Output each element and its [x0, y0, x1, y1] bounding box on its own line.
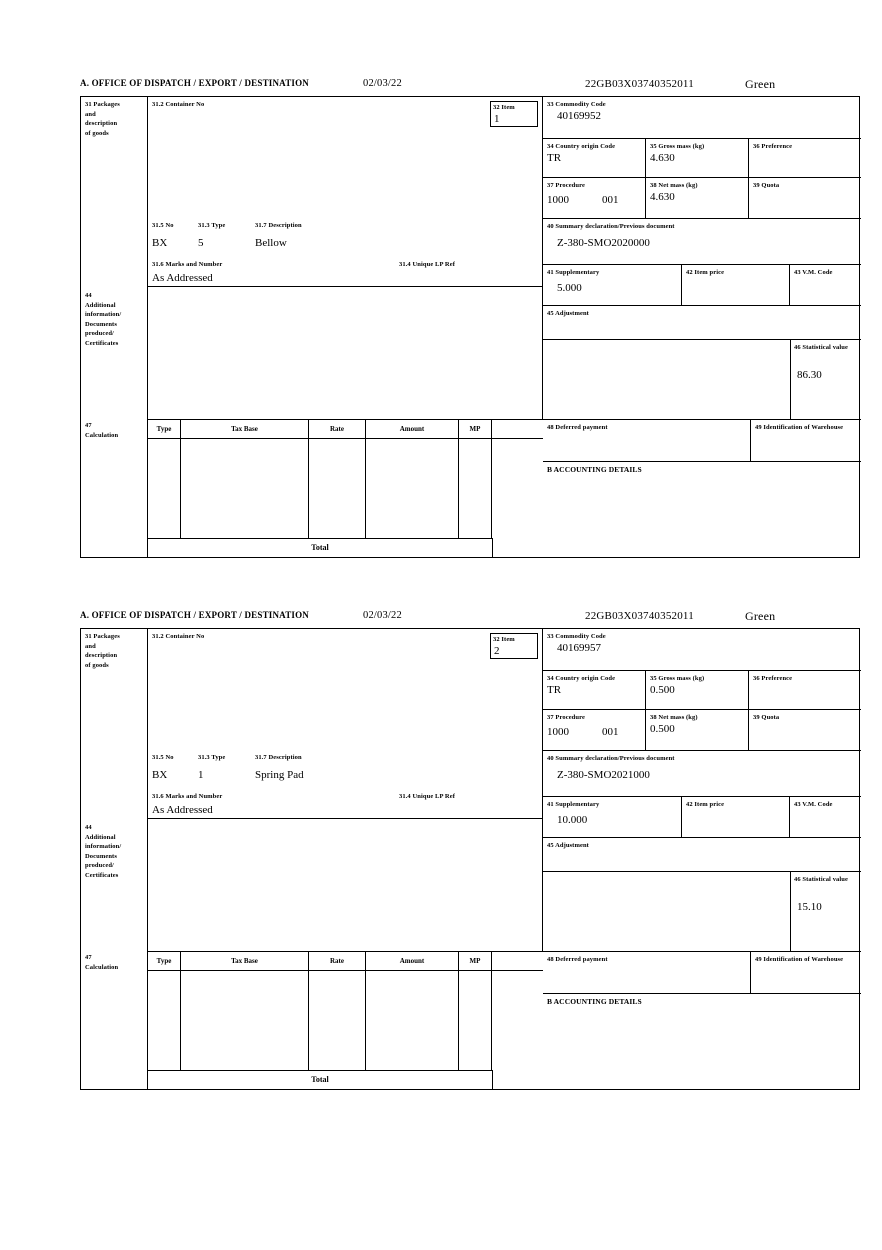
movement-reference-number: 22GB03X03740352011 — [585, 78, 694, 90]
box-40-previous-document: 40 Summary declaration/Previous document Z-380-SMO2020000 — [543, 219, 861, 265]
box-31-label: 31 Packages and description of goods — [85, 633, 120, 669]
box-48-deferred-payment: 48 Deferred payment — [543, 952, 751, 994]
declaration-date: 02/03/22 — [363, 610, 402, 621]
box-35-gross-mass: 35 Gross mass (kg) 0.500 — [646, 671, 749, 710]
country-origin-value: TR — [547, 151, 562, 164]
container-no-label: 31.2 Container No — [152, 633, 205, 640]
marks-and-number-label: 31.6 Marks and Number — [152, 793, 223, 800]
pkg-no-label: 31.5 No — [152, 222, 174, 229]
calc-col-rate: Rate — [309, 952, 366, 970]
procedure-value-a: 1000 — [547, 194, 569, 206]
calc-cell-mp — [459, 438, 492, 538]
box-47-calculation-grid — [148, 952, 543, 1090]
calc-cell-taxbase — [181, 438, 309, 538]
calculation-body — [148, 970, 543, 1070]
item-label: 32 Item — [493, 104, 515, 111]
box-33-commodity-code: 33 Commodity Code 40169957 — [543, 629, 861, 671]
box-42-item-price: 42 Item price — [682, 797, 790, 838]
calc-cell-amount — [366, 970, 459, 1070]
box-B-accounting-details: B ACCOUNTING DETAILS — [547, 465, 642, 474]
calc-cell-rate — [309, 438, 366, 538]
box-46-zone — [543, 340, 861, 420]
pkg-no-label: 31.5 No — [152, 754, 174, 761]
calc-col-mp: MP — [459, 420, 492, 438]
box-39-quota: 39 Quota — [749, 710, 861, 751]
office-of-dispatch-label: A. OFFICE OF DISPATCH / EXPORT / DESTINATION — [80, 78, 310, 88]
pkg-type-value: 1 — [198, 769, 204, 781]
net-mass-value: 4.630 — [650, 190, 675, 203]
box-45-adjustment: 45 Adjustment — [543, 838, 861, 872]
box-32-item — [490, 101, 538, 127]
procedure-value-a: 1000 — [547, 726, 569, 738]
box-47-label: 47 Calculation — [85, 422, 119, 439]
pkg-description-value: Bellow — [255, 237, 287, 249]
marks-and-number-label: 31.6 Marks and Number — [152, 261, 223, 268]
box-40-previous-document: 40 Summary declaration/Previous document Z-380-SMO2021000 — [543, 751, 861, 797]
box-46-statistical-value: 46 Statistical value 86.30 — [790, 340, 861, 420]
box-37-procedure: 37 Procedure 1000 001 — [543, 710, 646, 751]
pkg-type-label: 31.3 Type — [198, 222, 226, 229]
commodity-code-value: 40169957 — [557, 641, 601, 654]
box-34-country-origin: 34 Country origin Code TR — [543, 671, 646, 710]
pkg-type-label: 31.3 Type — [198, 754, 226, 761]
form-header — [80, 610, 862, 628]
box-45-adjustment: 45 Adjustment — [543, 306, 861, 340]
pkg-description-value: Spring Pad — [255, 769, 304, 781]
box-43-vm-code: 43 V.M. Code — [790, 265, 861, 306]
box-B-accounting-details: B ACCOUNTING DETAILS — [547, 997, 642, 1006]
box-34-country-origin: 34 Country origin Code TR — [543, 139, 646, 178]
box-37-procedure: 37 Procedure 1000 001 — [543, 178, 646, 219]
declaration-box — [80, 96, 860, 558]
route-lane: Green — [745, 77, 776, 91]
calc-col-amount: Amount — [366, 952, 459, 970]
statistical-value: 86.30 — [797, 368, 822, 381]
gross-mass-value: 0.500 — [650, 683, 675, 696]
net-mass-value: 0.500 — [650, 722, 675, 735]
movement-reference-number: 22GB03X03740352011 — [585, 610, 694, 622]
declaration-date: 02/03/22 — [363, 78, 402, 89]
pkg-no-value: BX — [152, 237, 168, 249]
procedure-value-b: 001 — [602, 726, 619, 738]
box-42-item-price: 42 Item price — [682, 265, 790, 306]
item-number-value: 1 — [494, 112, 500, 125]
calculation-total-row: Total — [148, 1070, 493, 1090]
marks-line — [152, 253, 537, 285]
calc-cell-amount — [366, 438, 459, 538]
calculation-header-row — [148, 952, 543, 971]
marks-and-number-value: As Addressed — [152, 804, 213, 816]
box-39-quota: 39 Quota — [749, 178, 861, 219]
supplementary-value: 5.000 — [557, 281, 582, 294]
calc-col-type: Type — [148, 952, 181, 970]
container-no-label: 31.2 Container No — [152, 101, 205, 108]
calc-cell-taxbase — [181, 970, 309, 1070]
pkg-no-value: BX — [152, 769, 168, 781]
box-32-item — [490, 633, 538, 659]
statistical-value: 15.10 — [797, 900, 822, 913]
marks-line — [152, 785, 537, 817]
calc-col-taxbase: Tax Base — [181, 952, 309, 970]
box-36-preference: 36 Preference — [749, 671, 861, 710]
left-label-column — [81, 629, 148, 1089]
previous-document-value: Z-380-SMO2020000 — [557, 236, 650, 249]
procedure-value-b: 001 — [602, 194, 619, 206]
pkg-type-value: 5 — [198, 237, 204, 249]
calculation-header-row — [148, 420, 543, 439]
gross-mass-value: 4.630 — [650, 151, 675, 164]
box-36-preference: 36 Preference — [749, 139, 861, 178]
calc-col-type: Type — [148, 420, 181, 438]
statistical-left-pane — [543, 340, 791, 420]
calculation-body — [148, 438, 543, 538]
box-31-label: 31 Packages and description of goods — [85, 101, 120, 137]
left-label-column — [81, 97, 148, 557]
route-lane: Green — [745, 609, 776, 623]
calc-col-amount: Amount — [366, 420, 459, 438]
box-38-net-mass: 38 Net mass (kg) 0.500 — [646, 710, 749, 751]
office-of-dispatch-label: A. OFFICE OF DISPATCH / EXPORT / DESTINATION — [80, 610, 310, 620]
box-44-label: 44 Additional information/ Documents produced/ Certificates — [85, 292, 122, 347]
calc-col-mp: MP — [459, 952, 492, 970]
box-47-calculation-grid — [148, 420, 543, 558]
marks-and-number-value: As Addressed — [152, 272, 213, 284]
form-header — [80, 78, 862, 96]
box-41-supplementary: 41 Supplementary 10.000 — [543, 797, 682, 838]
pkg-description-label: 31.7 Description — [255, 222, 302, 229]
box-47-label: 47 Calculation — [85, 954, 119, 971]
declaration-box — [80, 628, 860, 1090]
box-44-additional-information — [148, 819, 543, 952]
box-33-commodity-code: 33 Commodity Code 40169952 — [543, 97, 861, 139]
calc-col-taxbase: Tax Base — [181, 420, 309, 438]
box-44-additional-information — [148, 287, 543, 420]
goods-description-area — [148, 629, 543, 819]
unique-lp-ref-label: 31.4 Unique LP Ref — [399, 793, 455, 800]
box-49-warehouse: 49 Identification of Warehouse — [751, 420, 861, 462]
box-38-net-mass: 38 Net mass (kg) 4.630 — [646, 178, 749, 219]
box-35-gross-mass: 35 Gross mass (kg) 4.630 — [646, 139, 749, 178]
box-46-zone — [543, 872, 861, 952]
package-line — [152, 746, 537, 783]
box-49-warehouse: 49 Identification of Warehouse — [751, 952, 861, 994]
calc-cell-mp — [459, 970, 492, 1070]
statistical-left-pane — [543, 872, 791, 952]
box-46-statistical-value: 46 Statistical value 15.10 — [790, 872, 861, 952]
box-43-vm-code: 43 V.M. Code — [790, 797, 861, 838]
declaration-form-item-1 — [80, 78, 862, 558]
calc-cell-type — [148, 438, 181, 538]
calculation-total-row: Total — [148, 538, 493, 558]
box-48-deferred-payment: 48 Deferred payment — [543, 420, 751, 462]
commodity-code-value: 40169952 — [557, 109, 601, 122]
calc-cell-type — [148, 970, 181, 1070]
calc-col-rate: Rate — [309, 420, 366, 438]
declaration-form-item-2 — [80, 610, 862, 1090]
item-label: 32 Item — [493, 636, 515, 643]
box-44-label: 44 Additional information/ Documents produced/ Certificates — [85, 824, 122, 879]
supplementary-value: 10.000 — [557, 813, 588, 826]
pkg-description-label: 31.7 Description — [255, 754, 302, 761]
country-origin-value: TR — [547, 683, 562, 696]
box-41-supplementary: 41 Supplementary 5.000 — [543, 265, 682, 306]
package-line — [152, 214, 537, 251]
unique-lp-ref-label: 31.4 Unique LP Ref — [399, 261, 455, 268]
item-number-value: 2 — [494, 644, 500, 657]
previous-document-value: Z-380-SMO2021000 — [557, 768, 650, 781]
goods-description-area — [148, 97, 543, 287]
calc-cell-rate — [309, 970, 366, 1070]
